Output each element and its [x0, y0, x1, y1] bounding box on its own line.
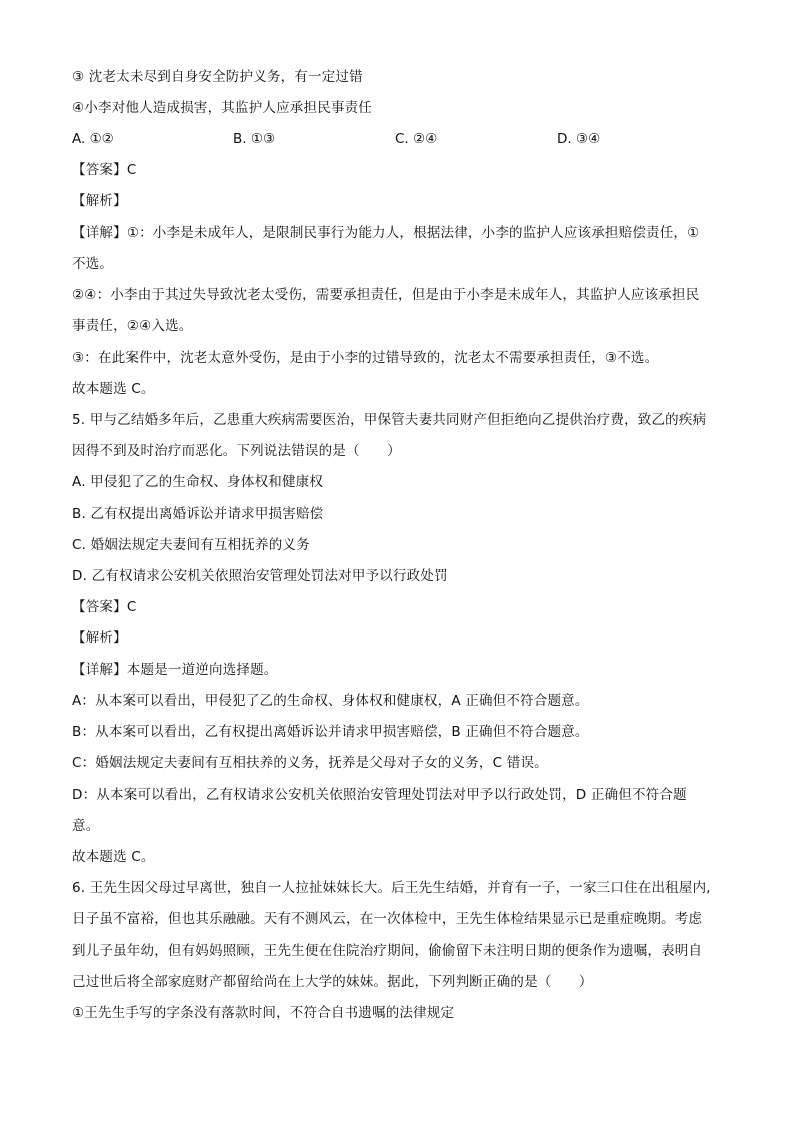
option-statement-3: ③ 沈老太未尽到自身安全防护义务，有一定过错: [72, 69, 363, 85]
q5-detail-label: 【详解】: [72, 662, 127, 678]
detail-text: ①：小李是未成年人，是限制民事行为能力人，根据法律，小李的监护人应该承担赔偿责任，①: [126, 225, 700, 241]
q5-option-a: A. 甲侵犯了乙的生命权、身体权和健康权: [72, 474, 324, 490]
detail-line-2a: ②④：小李由于其过失导致沈老太受伤，需要承担责任，但是由于小李是未成年人，其监护人应该承担民: [72, 287, 700, 303]
q5-detail-d-line-1: D：从本案可以看出，乙有权请求公安机关依照治安管理处罚法对甲予以行政处罚，D 正确但不符合题: [72, 787, 687, 803]
q5-answer-value: C: [126, 599, 137, 615]
answer-label: 【答案】: [72, 162, 127, 178]
conclusion-line: 故本题选 C。: [72, 381, 155, 397]
detail-line-3: ③：在此案件中，沈老太意外受伤，是由于小李的过错导致的，沈老太不需要承担责任，③不选。: [72, 350, 659, 366]
option-statement-4: ④小李对他人造成损害，其监护人应承担民事责任: [72, 100, 373, 116]
q5-detail-d-line-2: 意。: [72, 818, 100, 834]
q6-stem-line-4: 己过世后将全部家庭财产都留给尚在上大学的妹妹。据此，下列判断正确的是（ ）: [72, 974, 593, 990]
detail-line-2b: 事责任，②④入选。: [72, 318, 193, 334]
choice-c: C. ②④: [395, 131, 438, 147]
analysis-label: 【解析】: [72, 193, 127, 209]
detail-line-1b: 不选。: [72, 256, 114, 272]
q5-detail-intro: 本题是一道逆向选择题。: [126, 662, 278, 678]
q5-stem-line-2: 因得不到及时治疗而恶化。下列说法错误的是（ ）: [72, 443, 401, 459]
choice-d: D. ③④: [557, 131, 601, 147]
q6-stem-line-2: 日子虽不富裕，但也其乐融融。天有不测风云，在一次体检中，王先生体检结果显示已是重症晚期。考虑: [72, 911, 703, 927]
q5-option-b: B. 乙有权提出离婚诉讼并请求甲损害赔偿: [72, 506, 324, 522]
q5-answer-label: 【答案】: [72, 599, 127, 615]
detail-line-1a: [72, 224, 699, 242]
q6-stem-line-3: 到儿子虽年幼，但有妈妈照顾，王先生便在住院治疗期间，偷偷留下未注明日期的便条作为遗嘱，表明自: [72, 943, 703, 959]
q5-option-d: D. 乙有权请求公安机关依照治安管理处罚法对甲予以行政处罚: [72, 568, 448, 584]
q5-stem-line-1: 5. 甲与乙结婚多年后，乙患重大疾病需要医治，甲保管夫妻共同财产但拒绝向乙提供治疗费，致乙的疾病: [72, 412, 707, 428]
choice-a: A. ①②: [72, 131, 114, 147]
detail-label: 【详解】: [72, 225, 127, 241]
q5-detail-intro-line: [72, 661, 278, 679]
q5-conclusion: 故本题选 C。: [72, 849, 155, 865]
q5-answer-line: [72, 598, 136, 616]
q5-detail-b: B：从本案可以看出，乙有权提出离婚诉讼并请求甲损害赔偿，B 正确但不符合题意。: [72, 724, 589, 740]
q5-analysis-label: 【解析】: [72, 630, 127, 646]
q6-stem-line-1: 6. 王先生因父母过早离世，独自一人拉扯妹妹长大。后王先生结婚，并育有一子，一家三口住在出租屋内,: [72, 880, 711, 896]
choice-b: B. ①③: [233, 131, 276, 147]
answer-line: [72, 161, 136, 179]
answer-value: C: [126, 162, 137, 178]
q6-statement-1: ①王先生手写的字条没有落款时间，不符合自书遗嘱的法律规定: [72, 1005, 455, 1021]
q5-detail-c: C：婚姻法规定夫妻间有互相扶养的义务，抚养是父母对子女的义务，C 错误。: [72, 755, 548, 771]
q5-detail-a: A：从本案可以看出，甲侵犯了乙的生命权、身体权和健康权，A 正确但不符合题意。: [72, 693, 589, 709]
q5-option-c: C. 婚姻法规定夫妻间有互相抚养的义务: [72, 537, 310, 553]
